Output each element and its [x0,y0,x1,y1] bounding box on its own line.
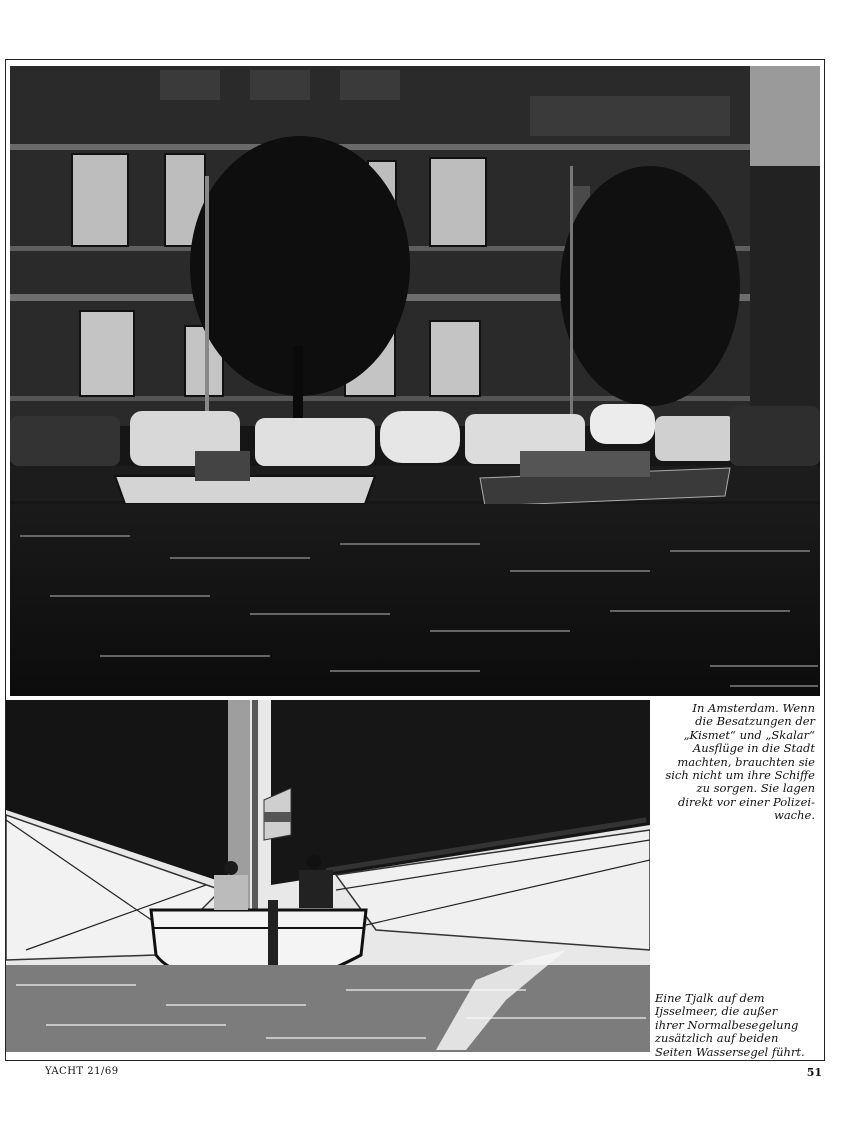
caption-line: zu sorgen. Sie lagen [696,781,815,796]
amsterdam-canal-photo [10,66,820,696]
caption-line: die Besatzungen der [695,714,815,729]
caption-line: Eine Tjalk auf dem [655,991,765,1005]
caption-line: „Kismet“ und „Skalar“ [683,727,815,742]
caption-line: machten, brauchten sie [677,754,815,769]
page-number: 51 [806,1066,822,1079]
caption-line: ihrer Normalbesegelung [655,1017,799,1032]
caption-line: sich nicht um ihre Schiffe [665,768,815,783]
amsterdam-caption [655,702,815,823]
caption-line: In Amsterdam. Wenn [692,701,815,715]
caption-line: wache. [773,808,815,823]
caption-line: Seiten Wassersegel führt. [655,1044,805,1059]
tjalk-sailing-photo [6,700,650,1052]
caption-line: Ausflüge in die Stadt [692,741,815,756]
tjalk-caption [655,992,820,1059]
caption-line: Ijsselmeer, die außer [655,1004,778,1019]
caption-line: zusätzlich auf beiden [655,1031,779,1046]
caption-line: direkt vor einer Polizei- [678,794,815,809]
magazine-issue: YACHT 21/69 [45,1066,119,1077]
